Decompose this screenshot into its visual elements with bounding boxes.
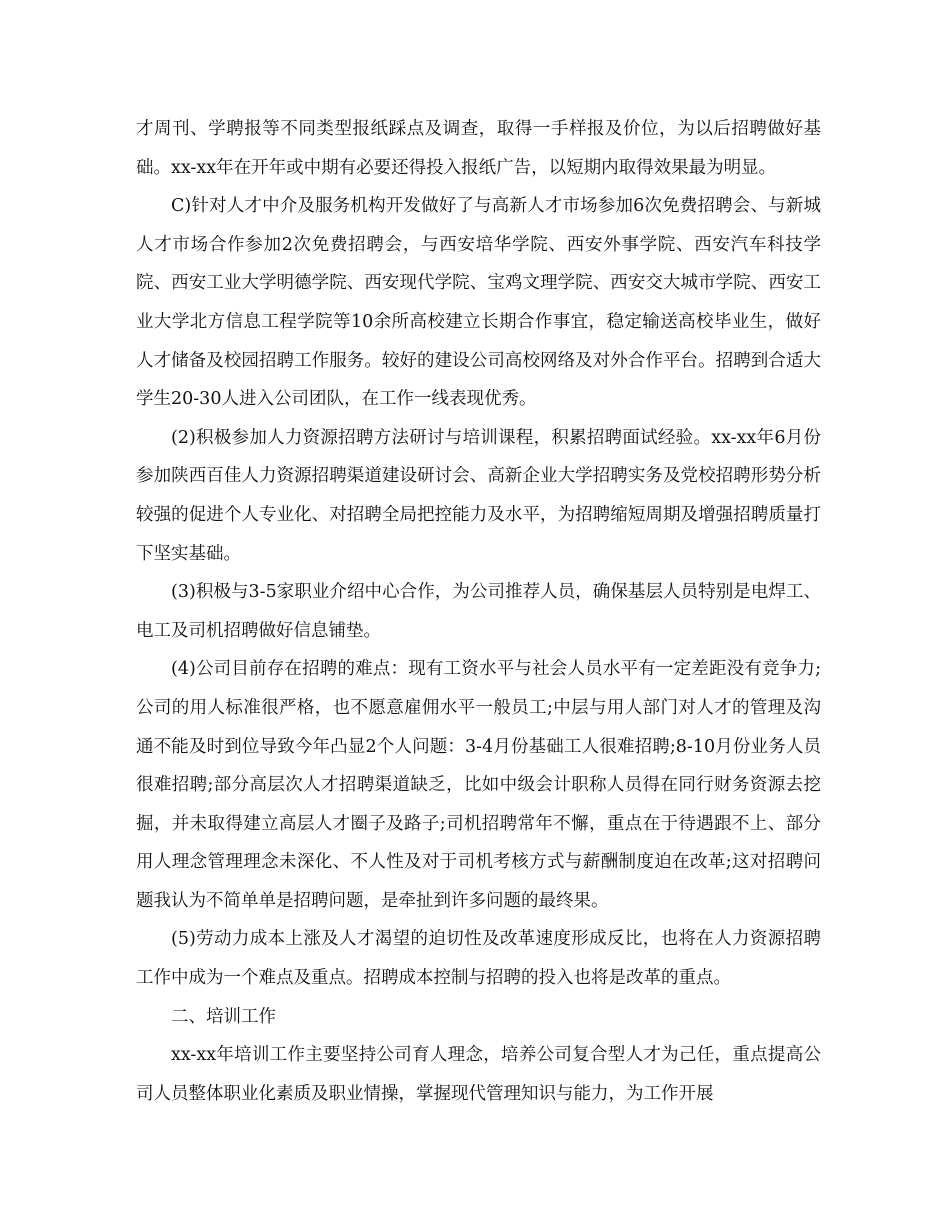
- paragraph-6: (5)劳动力成本上涨及人才渴望的迫切性及改革速度形成反比，也将在人力资源招聘工作中成为一个难点及重点。招聘成本控制与招聘的投入也将是改革的重点。: [136, 929, 821, 989]
- paragraph-7: xx-xx年培训工作主要坚持公司育人理念，培养公司复合型人才为己任，重点提高公司人员整体职业化素质及职业情操，掌握现代管理知识与能力，为工作开展: [136, 1045, 821, 1104]
- section-heading-training: 二、培训工作: [171, 1006, 276, 1027]
- paragraph-5: (4)公司目前存在招聘的难点：现有工资水平与社会人员水平有一定差距没有竞争力;公司的用人标准很严格，也不愿意雇佣水平一般员工;中层与用人部门对人才的管理及沟通不能及时到位导致今年凸显2个人问题：3-4月份基础工人很难招聘;8-10月份业务人员很难招聘;部分高层次人才招聘渠道缺乏，比如中级会计职称人员得在同行财务资源去挖掘，并未取得建立高层人才圈子及路子;司机招聘常年不懈，重点在于待遇跟不上、部分用人理念管理理念未深化、不人性及对于司机考核方式与薪酬制度迫在改革;这对招聘问题我认为不简单单是招聘问题，是牵扯到许多问题的最终果。: [136, 659, 821, 911]
- paragraph-4: (3)积极与3-5家职业介绍中心合作，为公司推荐人员，确保基层人员特别是电焊工、电工及司机招聘做好信息铺垫。: [136, 582, 821, 641]
- paragraph-2: C)针对人才中介及服务机构开发做好了与高新人才市场参加6次免费招聘会、与新城人才市场合作参加2次免费招聘会，与西安培华学院、西安外事学院、西安汽车科技学院、西安工业大学明德学院、西安现代学院、宝鸡文理学院、西安交大城市学院、西安工业大学北方信息工程学院等10余所高校建立长期合作事宜，稳定输送高校毕业生，做好人才储备及校园招聘工作服务。较好的建设公司高校网络及对外合作平台。招聘到合适大学生20-30人进入公司团队，在工作一线表现优秀。: [136, 196, 821, 410]
- paragraph-3: (2)积极参加人力资源招聘方法研讨与培训课程，积累招聘面试经验。xx-xx年6月份参加陕西百佳人力资源招聘渠道建设研讨会、高新企业大学招聘实务及党校招聘形势分析较强的促进个人专业化、对招聘全局把控能力及水平，为招聘缩短周期及增强招聘质量打下坚实基础。: [136, 427, 821, 564]
- document-body: [136, 110, 821, 1113]
- paragraph-1: 才周刊、学聘报等不同类型报纸踩点及调查，取得一手样报及价位，为以后招聘做好基础。xx-xx年在开年或中期有必要还得投入报纸广告，以短期内取得效果最为明显。: [136, 119, 821, 178]
